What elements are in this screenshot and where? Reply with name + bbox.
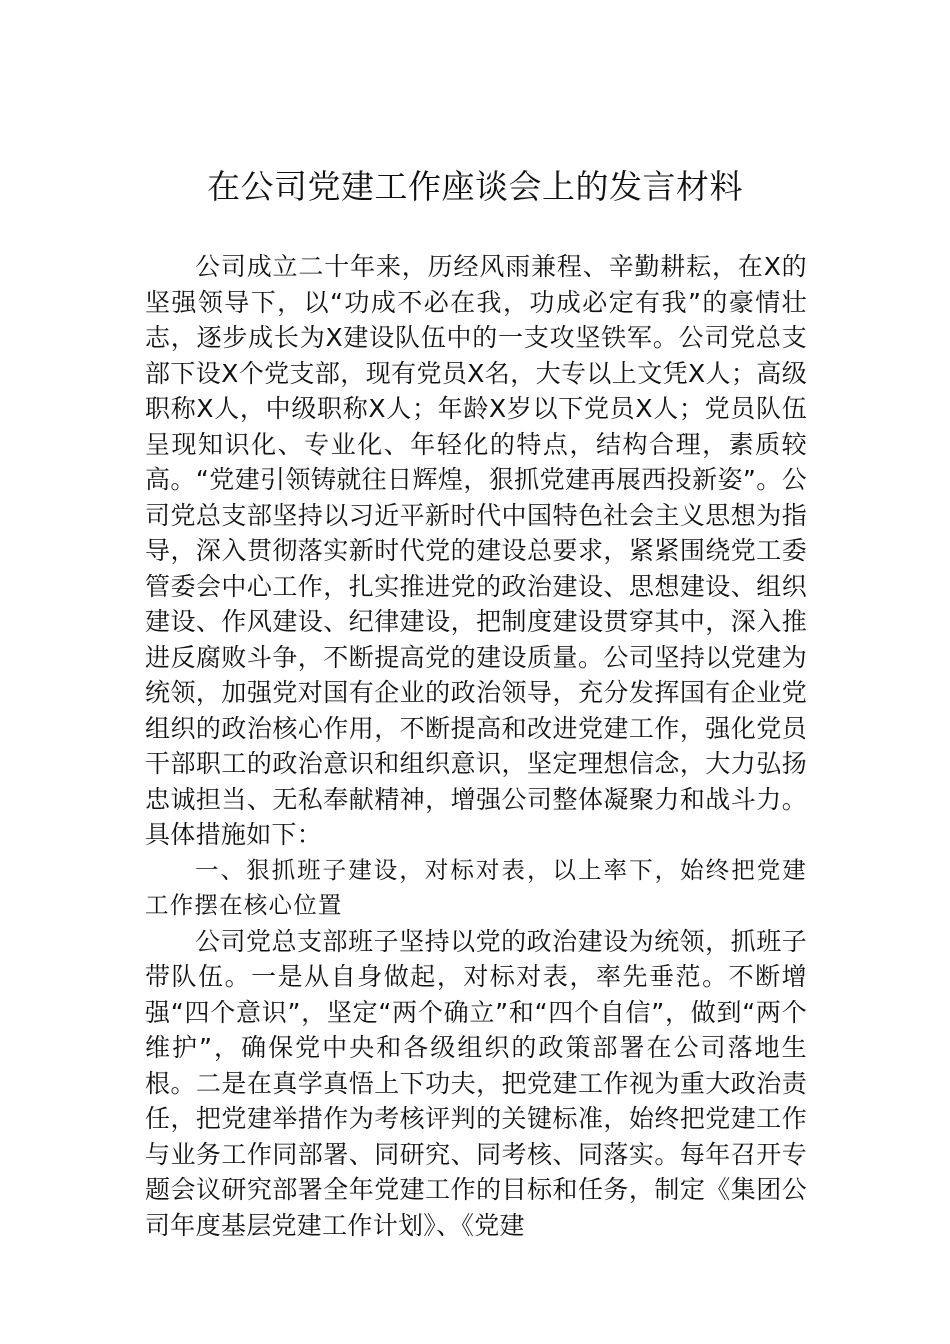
document-body <box>145 249 807 1243</box>
section-heading-1: 一、狠抓班子建设，对标对表，以上率下，始终把党建工作摆在核心位置 <box>145 855 807 919</box>
body-paragraph-section-1: 公司党总支部班子坚持以党的政治建设为统领，抓班子带队伍。一是从自身做起，对标对表，率先垂范。不断增强“四个意识”，坚定“两个确立”和“四个自信”，做到“两个维护”，确保党中央和各级组织的政策部署在公司落地生根。二是在真学真悟上下功夫，把党建工作视为重大政治责任，把党建举措作为考核评判的关键标准，始终把党建工作与业务工作同部署、同研究、同考核、同落实。每年召开专题会议研究部署全年党建工作的目标和任务，制定《集团公司年度基层党建工作计划》、《党建 <box>145 926 807 1240</box>
body-paragraph-intro: 公司成立二十年来，历经风雨兼程、辛勤耕耘，在X的坚强领导下，以“功成不必在我，功成必定有我”的豪情壮志，逐步成长为X建设队伍中的一支攻坚铁军。公司党总支部下设X个党支部，现有党员X名，大专以上文凭X人；高级职称X人，中级职称X人；年龄X岁以下党员X人；党员队伍呈现知识化、专业化、年轻化的特点，结构合理，素质较高。“党建引领铸就往日辉煌，狠抓党建再展西投新姿”。公司党总支部坚持以习近平新时代中国特色社会主义思想为指导，深入贯彻落实新时代党的建设总要求，紧紧围绕党工委管委会中心工作，扎实推进党的政治建设、思想建设、组织建设、作风建设、纪律建设，把制度建设贯穿其中，深入推进反腐败斗争，不断提高党的建设质量。公司坚持以党建为统领，加强党对国有企业的政治领导，充分发挥国有企业党组织的政治核心作用，不断提高和改进党建工作，强化党员干部职工的政治意识和组织意识，坚定理想信念，大力弘扬忠诚担当、无私奉献精神，增强公司整体凝聚力和战斗力。具体措施如下： <box>145 252 807 849</box>
document-title: 在公司党建工作座谈会上的发言材料 <box>207 167 743 206</box>
